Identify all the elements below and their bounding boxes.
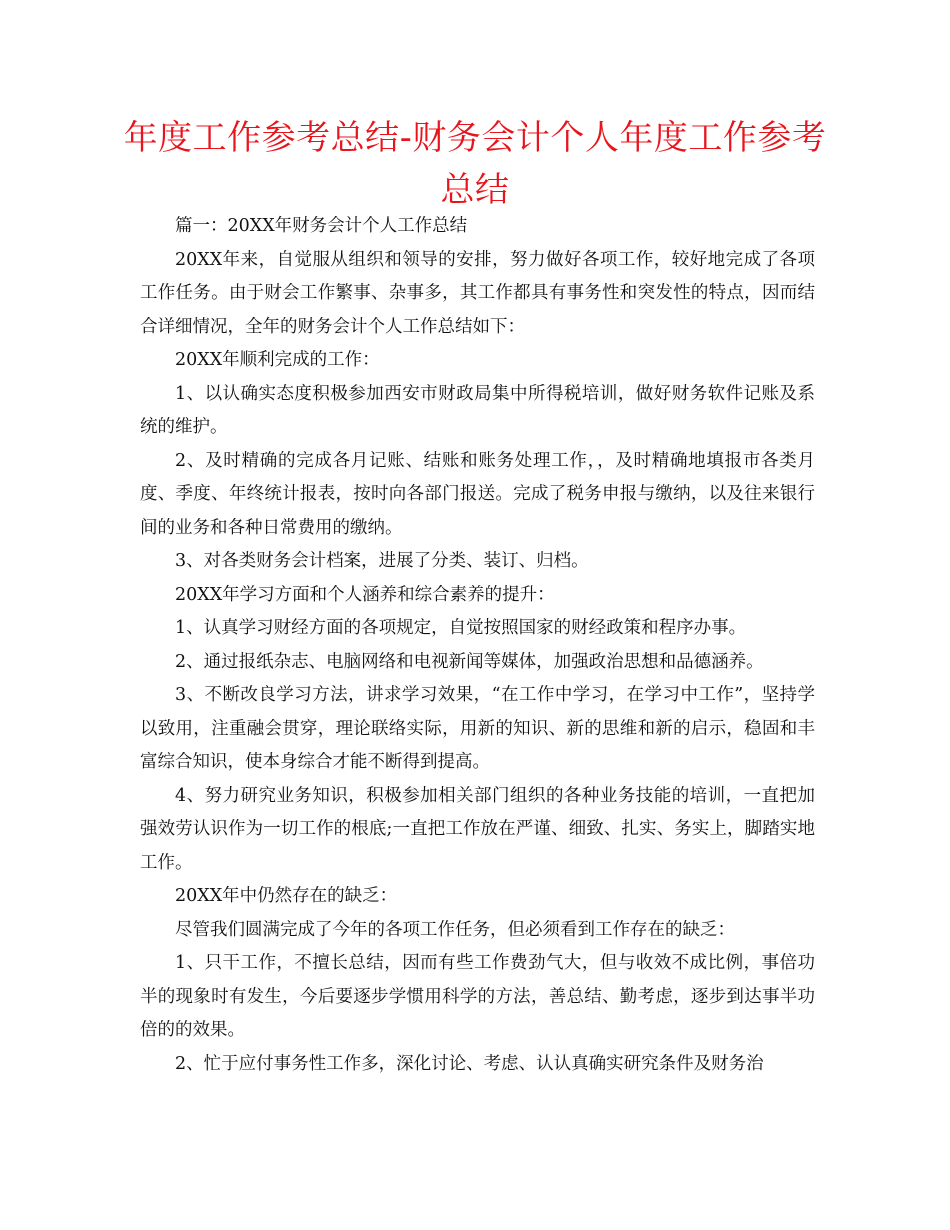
paragraph: 20XX年来，自觉服从组织和领导的安排，努力做好各项工作，较好地完成了各项工作任务。由于财会工作繁事、杂事多，其工作都具有事务性和突发性的特点，因而结合详细情况，全年的财务会计个人工作总结如下： (140, 249, 815, 337)
paragraph: 2、通过报纸杂志、电脑网络和电视新闻等媒体，加强政治思想和品德涵养。 (175, 651, 764, 672)
paragraph: 篇一：20XX年财务会计个人工作总结 (175, 216, 468, 236)
document-body (140, 210, 815, 1081)
document-title: 年度工作参考总结-财务会计个人年度工作参考总结 (123, 118, 827, 210)
paragraph: 3、不断改良学习方法，讲求学习效果，“在工作中学习，在学习中工作”，坚持学以致用，注重融会贯穿，理论联络实际，用新的知识、新的思维和新的启示，稳固和丰富综合知识，使本身综合才能不断得到提高。 (140, 685, 815, 772)
paragraph: 4、努力研究业务知识，积极参加相关部门组织的各种业务技能的培训，一直把加强效劳认识作为一切工作的根底;一直把工作放在严谨、细致、扎实、务实上，脚踏实地工作。 (140, 785, 815, 873)
paragraph: 3、对各类财务会计档案，进展了分类、装订、归档。 (175, 551, 589, 571)
paragraph: 2、忙于应付事务性工作多，深化讨论、考虑、认认真确实研究条件及财务治 (175, 1053, 764, 1074)
paragraph: 1、只干工作，不擅长总结，因而有些工作费劲气大，但与收效不成比例，事倍功半的现象时有发生，今后要逐步学惯用科学的方法，善总结、勤考虑，逐步到达事半功倍的的效果。 (140, 953, 815, 1040)
paragraph: 2、及时精确的完成各月记账、结账和账务处理工作，，及时精确地填报市各类月度、季度、年终统计报表，按时向各部门报送。完成了税务申报与缴纳，以及往来银行间的业务和各种日常费用的缴纳。 (140, 450, 815, 538)
paragraph: 20XX年学习方面和个人涵养和综合素养的提升： (175, 584, 555, 605)
paragraph: 1、以认确实态度积极参加西安市财政局集中所得税培训，做好财务软件记账及系统的维护。 (140, 383, 815, 437)
paragraph: 1、认真学习财经方面的各项规定，自觉按照国家的财经政策和程序办事。 (175, 618, 747, 638)
paragraph: 20XX年顺利完成的工作： (175, 350, 380, 370)
paragraph: 尽管我们圆满完成了今年的各项工作任务，但必须看到工作存在的缺乏： (175, 919, 735, 940)
paragraph: 20XX年中仍然存在的缺乏： (175, 886, 398, 906)
